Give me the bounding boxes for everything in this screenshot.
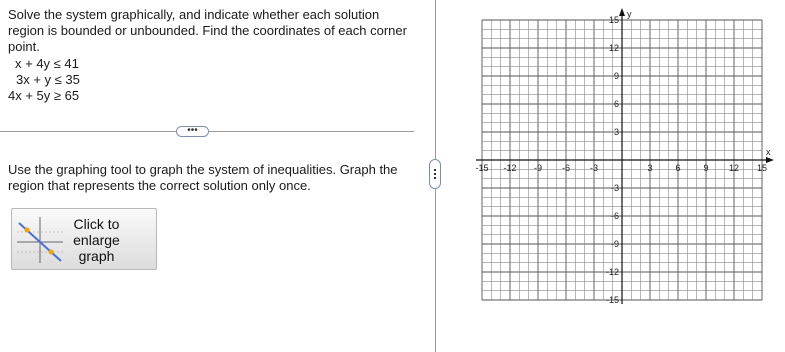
y-tick-label: -6: [610, 211, 619, 221]
x-axis-label: x: [766, 147, 771, 157]
inequality-1: x + 4y ≤ 41: [15, 56, 79, 71]
y-axis-arrow-icon: [619, 8, 625, 16]
x-tick-label: -3: [589, 163, 599, 173]
x-tick-label: 15: [756, 163, 768, 173]
graph-axes: [476, 8, 774, 304]
x-axis-arrow-icon: [766, 157, 774, 163]
graph-thumbnail-icon: [15, 215, 65, 265]
pane-resize-handle[interactable]: [429, 159, 441, 189]
y-tick-label: 3: [613, 127, 619, 137]
x-tick-label: -12: [503, 163, 517, 173]
x-tick-label: 12: [728, 163, 740, 173]
x-tick-label: 6: [675, 163, 681, 173]
y-tick-label: 12: [608, 43, 619, 53]
coordinate-graph[interactable]: [470, 8, 774, 318]
y-tick-label: 15: [608, 15, 619, 25]
enlarge-graph-button[interactable]: [11, 208, 157, 270]
instruction-text: Use the graphing tool to graph the system of inequalities. Graph the region that represents the correct solution only once.: [8, 162, 398, 193]
y-tick-label: 9: [613, 71, 619, 81]
show-more-button[interactable]: •••: [176, 126, 209, 137]
inequality-3: 4x + 5y ≥ 65: [8, 88, 80, 103]
x-tick-label: 9: [703, 163, 709, 173]
y-tick-label: -3: [610, 183, 619, 193]
y-tick-label: 6: [613, 99, 619, 109]
y-axis-label: y: [627, 9, 632, 19]
y-tick-label: -12: [605, 267, 619, 277]
x-tick-label: -15: [475, 163, 489, 173]
y-tick-label: -15: [605, 295, 619, 305]
y-tick-label: -9: [610, 239, 619, 249]
x-tick-label: -9: [533, 163, 543, 173]
problem-statement: Solve the system graphically, and indicate whether each solution region is bounded or unbounded. Find the coordinates of each corner point.: [8, 7, 407, 54]
x-tick-label: 3: [647, 163, 653, 173]
x-tick-label: -6: [561, 163, 571, 173]
inequality-2: 3x + y ≤ 35: [16, 72, 80, 87]
enlarge-graph-label: Click to enlarge graph: [73, 216, 120, 264]
